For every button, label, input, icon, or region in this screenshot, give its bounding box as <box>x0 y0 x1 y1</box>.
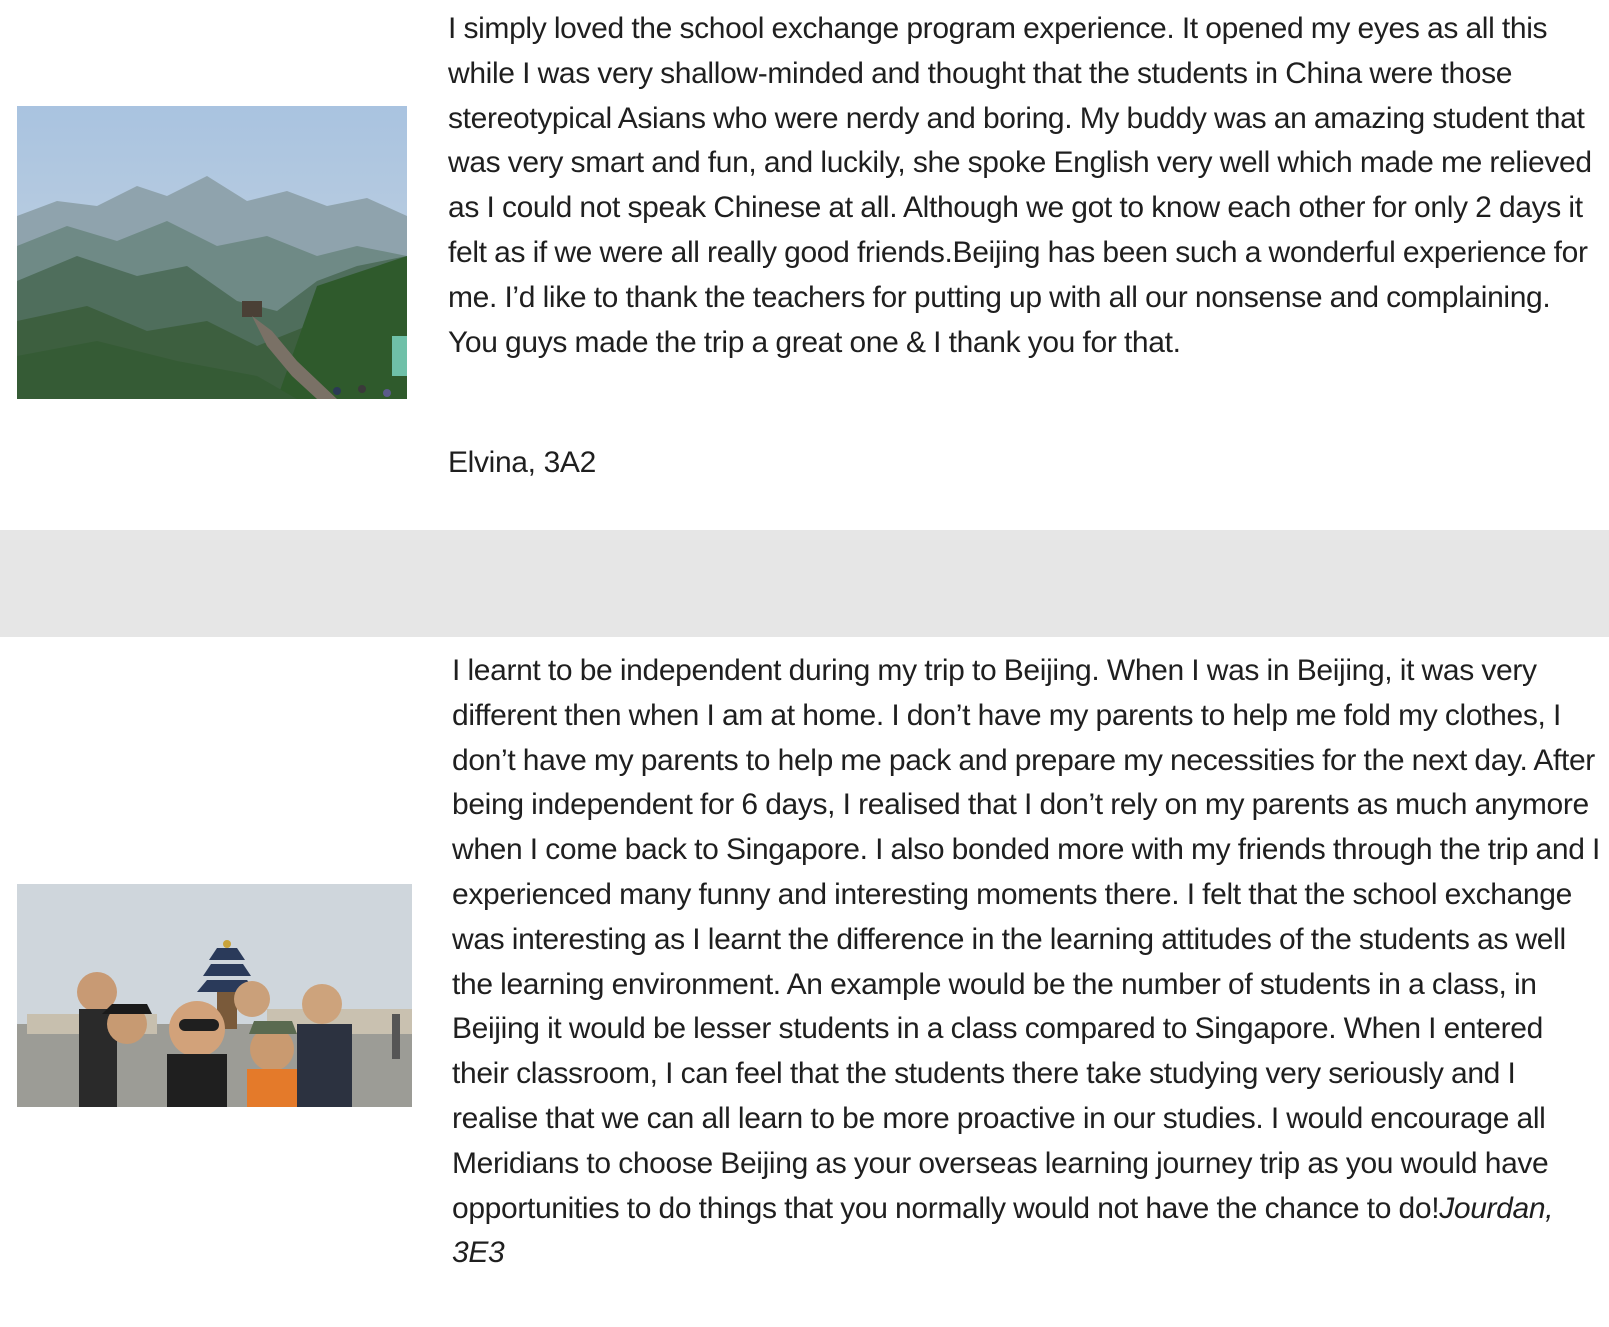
section-divider <box>0 530 1609 637</box>
great-wall-photo <box>17 106 407 399</box>
testimonial-text-body: I learnt to be independent during my trip to Beijing. When I was in Beijing, it was very different then when I am at home. I don’t have my parents to help me fold my clothes, I don’t have my parents to help me pack and prepare my necessities for the next day. After being independent for 6 days, I realised that I don’t rely on my parents as much anymore when I come back to Singapore. I also bonded more with my friends through the trip and I experienced many funny and interesting moments there. I felt that the school exchange was interesting as I learnt the difference in the learning attitudes of the students as well the learning environment. An example would be the number of students in a class, in Beijing it would be lesser students in a class compared to Singapore. When I entered their classroom, I can feel that the students there take studying very seriously and I realise that we can all learn to be more proactive in our studies. I would encourage all Meridians to choose Beijing as your overseas learning journey trip as you would have opportunities to do things that you normally would not have the chance to do! <box>452 654 1601 1225</box>
testimonial-text: I simply loved the school exchange program experience. It opened my eyes as all this while I was very shallow-minded and thought that the students in China were those stereotypical Asians who were nerdy and boring. My buddy was an amazing student that was very smart and fun, and luckily, she spoke English very well which made me relieved as I could not speak Chinese at all. Although we got to know each other for only 2 days it felt as if we were all really good friends.Beijing has been such a wonderful experience for me. I’d like to thank the teachers for putting up with all our nonsense and complaining. You guys made the trip a great one & I thank you for that. <box>448 12 1592 359</box>
testimonial-signature: Elvina, 3A2 <box>448 446 596 479</box>
great-wall-mountain-image <box>17 106 407 399</box>
group-selfie-image <box>17 884 412 1107</box>
testimonial-text <box>452 649 1602 1276</box>
temple-of-heaven-photo <box>17 884 412 1107</box>
testimonial-signature: Jourdan, 3E3 <box>452 1191 1554 1270</box>
testimonial-jourdan <box>0 637 1609 1327</box>
testimonial-elvina <box>0 0 1609 530</box>
